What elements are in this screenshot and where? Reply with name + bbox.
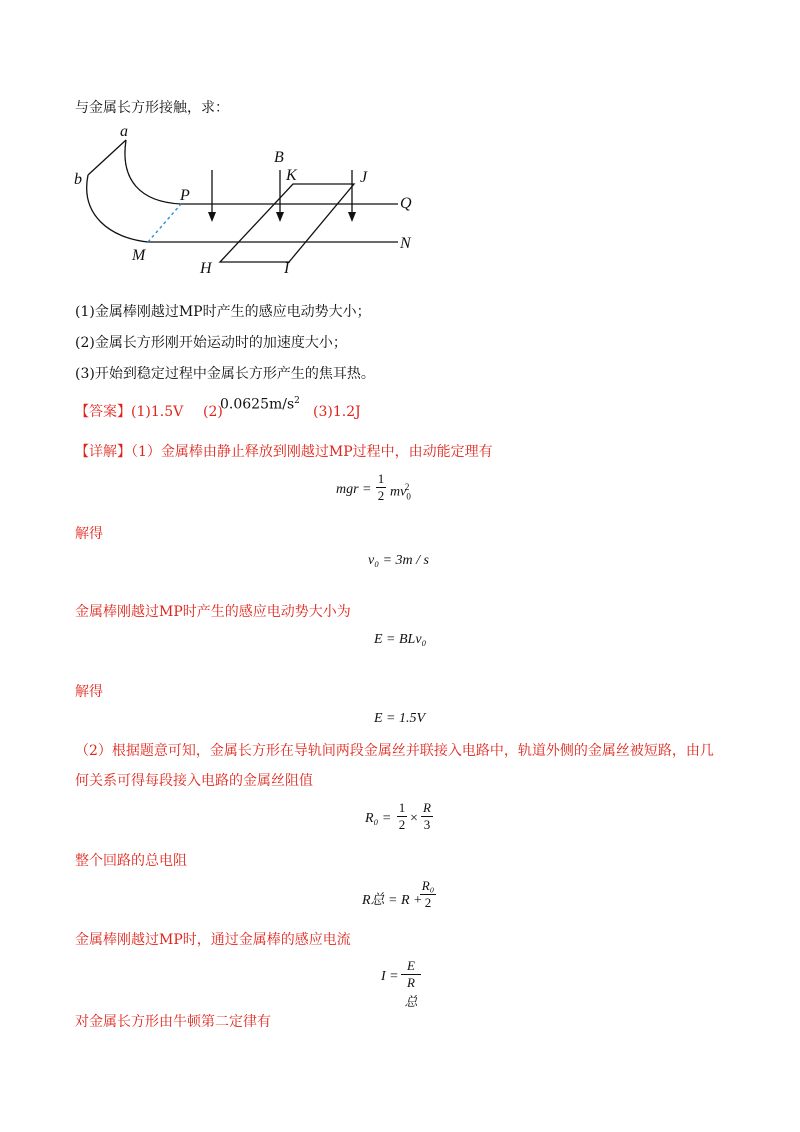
intro-text: 与金属长方形接触，求： [75, 100, 229, 116]
question-3: (3)开始到稳定过程中金属长方形产生的焦耳热。 [75, 366, 375, 382]
label-b: b [74, 171, 82, 188]
equation-2: v₀ = 3m / s [368, 553, 429, 568]
label-b-field: B [274, 149, 284, 166]
label-n: N [400, 235, 411, 252]
label-m: M [132, 247, 146, 264]
equation-7: I = E R总 [381, 958, 441, 998]
total-res-text: 整个回路的总电阻 [75, 853, 187, 869]
emf-text: 金属棒刚越过MP时产生的感应电动势大小为 [75, 604, 351, 620]
equation-6: R总 = R + $\frac{\text{R₀}}{2}$ [362, 878, 435, 910]
label-k: K [286, 167, 297, 184]
answer-2-prefix: (2) [203, 404, 223, 420]
equation-1: mgr = $\frac{1}{2}$ $mv_0^2$ [336, 471, 411, 503]
label-j: J [360, 169, 368, 186]
question-2: (2)金属长方形刚开始运动时的加速度大小； [75, 335, 347, 351]
answer-2-value: $0.0625m/s^2$ [220, 396, 300, 413]
newton-text: 对金属长方形由牛顿第二定律有 [75, 1014, 271, 1030]
equation-5: R₀ = $\frac{1}{2}$ × $\frac{R}{3}$ [365, 800, 445, 840]
solve-text-2: 解得 [75, 684, 103, 700]
detail-line-1: 【详解】（1）金属棒由静止释放到刚越过MP过程中，由动能定理有 [75, 444, 493, 460]
answer-line [75, 403, 183, 421]
current-text: 金属棒刚越过MP时，通过金属棒的感应电流 [75, 932, 351, 948]
answer-tag: 【答案】 [75, 404, 131, 420]
step2-line-2: 何关系可得每段接入电路的金属丝阻值 [75, 773, 313, 789]
solve-text-1: 解得 [75, 526, 103, 542]
label-p: P [180, 187, 190, 204]
label-a: a [120, 123, 128, 140]
question-1: (1)金属棒刚越过MP时产生的感应电动势大小； [75, 304, 371, 320]
label-q: Q [400, 195, 412, 212]
equation-4: E = 1.5V [374, 711, 426, 726]
answer-1: (1)1.5V [131, 404, 184, 420]
equation-3: E = BLv₀ [374, 632, 427, 647]
step2-line-1: （2）根据题意可知，金属长方形在导轨间两段金属丝并联接入电路中，轨道外侧的金属丝被短路，由几 [75, 743, 714, 759]
detail-tag: 【详解】 [75, 444, 131, 460]
label-i: I [284, 260, 290, 277]
label-h: H [200, 260, 212, 277]
answer-3: (3)1.2J [313, 404, 361, 420]
circuit-diagram [60, 120, 440, 285]
